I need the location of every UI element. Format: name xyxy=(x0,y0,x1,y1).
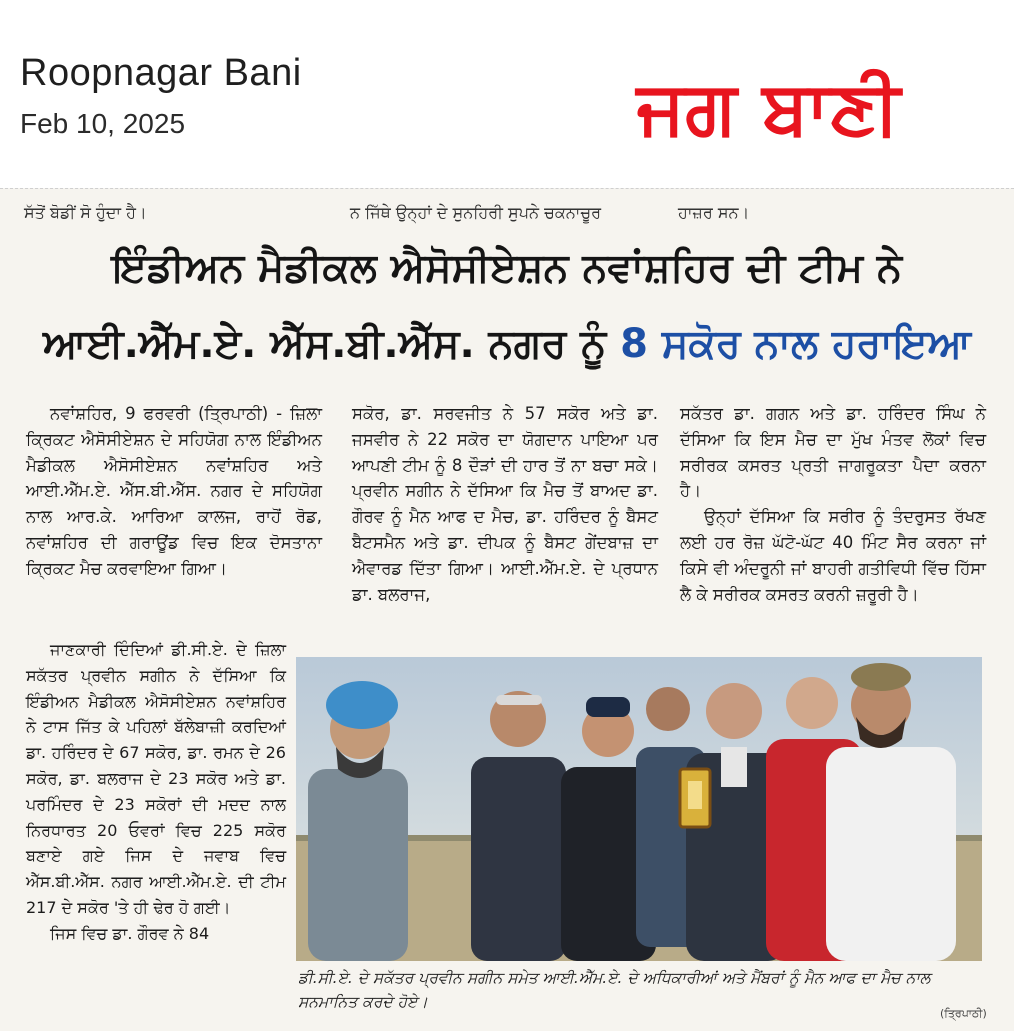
trophy-icon xyxy=(680,769,710,827)
headline-line-2-main: ਆਈ.ਐੱਮ.ਏ. ਐੱਸ.ਬੀ.ਐੱਸ. ਨਗਰ ਨੂੰ xyxy=(42,321,607,367)
article-paragraph: ਜਾਣਕਾਰੀ ਦਿੰਦਿਆਂ ਡੀ.ਸੀ.ਏ. ਦੇ ਜ਼ਿਲਾ ਸਕੱਤਰ ਪ੍ਰਵੀਨ ਸਗੀਨ ਨੇ ਦੱਸਿਆ ਕਿ ਇੰਡੀਅਨ ਮੈਡੀਕਲ ਐਸੋਸੀਏਸ਼ਨ ਨਵਾਂਸ਼ਹਿਰ ਨੇ ਟਾਸ ਜਿੱਤ ਕੇ ਪਹਿਲਾਂ ਬੱਲੇਬਾਜ਼ੀ ਕਰਦਿਆਂ ਡਾ. ਹਰਿੰਦਰ ਦੇ 67 ਸਕੋਰ, ਡਾ. ਰਮਨ ਦੇ 26 ਸਕੋਰ, ਡਾ. ਬਲਰਾਜ ਦੇ 23 ਸਕੋਰ ਅਤੇ ਡਾ. ਪਰਮਿੰਦਰ ਦੇ 23 ਸਕੋਰਾਂ ਦੀ ਮਦਦ ਨਾਲ ਨਿਰਧਾਰਤ 20 ਓਵਰਾਂ ਵਿਚ 225 ਸਕੋਰ ਬਣਾਏ ਗਏ ਜਿਸ ਦੇ ਜਵਾਬ ਵਿਚ ਐੱਸ.ਬੀ.ਐੱਸ. ਨਗਰ ਆਈ.ਐੱਮ.ਏ. ਦੀ ਟੀਮ 217 ਦੇ ਸਕੋਰ 'ਤੇ ਹੀ ਢੇਰ ਹੋ ਗਈ। xyxy=(26,640,286,917)
snippet-right: ਹਾਜ਼ਰ ਸਨ। xyxy=(678,203,750,222)
article-paragraph: ਉਨ੍ਹਾਂ ਦੱਸਿਆ ਕਿ ਸਰੀਰ ਨੂੰ ਤੰਦਰੁਸਤ ਰੱਖਣ ਲਈ ਹਰ ਰੋਜ਼ ਘੱਟੋ-ਘੱਟ 40 ਮਿੰਟ ਸੈਰ ਕਰਨਾ ਜਾਂ ਕਿਸੇ ਵੀ ਅੰਦਰੂਨੀ ਜਾਂ ਬਾਹਰੀ ਗਤੀਵਿਧੀ ਵਿੱਚ ਹਿੱਸਾ ਲੈ ਕੇ ਸਰੀਰਕ ਕਸਰਤ ਕਰਨੀ ਜ਼ਰੂਰੀ ਹੈ। xyxy=(680,507,986,604)
article-paragraph: ਸਕੋਰ, ਡਾ. ਸਰਵਜੀਤ ਨੇ 57 ਸਕੋਰ ਅਤੇ ਡਾ. ਜਸਵੀਰ ਨੇ 22 ਸਕੋਰ ਦਾ ਯੋਗਦਾਨ ਪਾਇਆ ਪਰ ਆਪਣੀ ਟੀਮ ਨੂੰ 8 ਦੌੜਾਂ ਦੀ ਹਾਰ ਤੋਂ ਨਾ ਬਚਾ ਸਕੇ। ਪ੍ਰਵੀਨ ਸਗੀਨ ਨੇ ਦੱਸਿਆ ਕਿ ਮੈਚ ਤੋਂ ਬਾਅਦ ਡਾ. ਗੌਰਵ ਨੂੰ ਮੈਨ ਆਫ ਦ ਮੈਚ, ਡਾ. ਹਰਿੰਦਰ ਨੂੰ ਬੈਸਟ ਬੈਟਸਮੈਨ ਅਤੇ ਡਾ. ਦੀਪਕ ਨੂੰ ਬੈਸਟ ਗੇਂਦਬਾਜ਼ ਦਾ ਐਵਾਰਡ ਦਿੱਤਾ ਗਿਆ। ਆਈ.ਐੱਮ.ਏ. ਦੇ ਪ੍ਰਧਾਨ ਡਾ. ਬਲਰਾਜ, xyxy=(352,404,658,604)
snippet-left: ਸੱਤੋਂ ਬੋਡੀਂ ਸੋ ਹੁੰਦਾ ਹੈ। xyxy=(24,203,147,222)
headline-line-2-highlight: 8 ਸਕੋਰ ਨਾਲ ਹਰਾਇਆ xyxy=(620,321,972,367)
article-column-3 xyxy=(680,401,986,607)
article-column-2 xyxy=(352,401,658,607)
newspaper-clipping[interactable] xyxy=(0,188,1014,1031)
headline-line-1: ਇੰਡੀਅਨ ਮੈਡੀਕਲ ਐਸੋਸੀਏਸ਼ਨ ਨਵਾਂਸ਼ਹਿਰ ਦੀ ਟੀਮ ਨੇ xyxy=(111,245,903,291)
photo-caption: ਡੀ.ਸੀ.ਏ. ਦੇ ਸਕੱਤਰ ਪ੍ਰਵੀਨ ਸਗੀਨ ਸਮੇਤ ਆਈ.ਐੱਮ.ਏ. ਦੇ ਅਧਿਕਾਰੀਆਂ ਅਤੇ ਮੈਂਬਰਾਂ ਨੂੰ ਮੈਨ ਆਫ ਦਾ ਮੈਚ ਨਾਲ ਸਨਮਾਨਿਤ ਕਰਦੇ ਹੋਏ। xyxy=(298,969,931,1011)
article-paragraph: ਜਿਸ ਵਿਚ ਡਾ. ਗੌਰਵ ਨੇ 84 xyxy=(50,923,210,943)
snippet-middle: ਨ ਜਿੱਥੇ ਉਨ੍ਹਾਂ ਦੇ ਸੁਨਹਿਰੀ ਸੁਪਨੇ ਚਕਨਾਚੂਰ xyxy=(350,203,602,222)
photo-credit: (ਤ੍ਰਿਪਾਠੀ) xyxy=(940,1007,987,1020)
headline-line-2 xyxy=(24,317,990,371)
article-column-1-top xyxy=(26,401,322,582)
article-column-1-bottom xyxy=(26,637,286,947)
newspaper-logo: ਜਗ ਬਾਣੀ xyxy=(636,65,901,151)
news-photo xyxy=(296,657,982,961)
publish-date: Feb 10, 2025 xyxy=(20,108,186,139)
photo-illustration xyxy=(296,657,982,961)
app-header xyxy=(0,0,1014,188)
article-paragraph: ਨਵਾਂਸ਼ਹਿਰ, 9 ਫਰਵਰੀ (ਤ੍ਰਿਪਾਠੀ) - ਜ਼ਿਲਾ ਕ੍ਰਿਕਟ ਐਸੋਸੀਏਸ਼ਨ ਦੇ ਸਹਿਯੋਗ ਨਾਲ ਇੰਡੀਅਨ ਮੈਡੀਕਲ ਐਸੋਸੀਏਸ਼ਨ ਨਵਾਂਸ਼ਹਿਰ ਅਤੇ ਆਈ.ਐੱਮ.ਏ. ਐੱਸ.ਬੀ.ਐੱਸ. ਨਗਰ ਦੇ ਸਹਿਯੋਗ ਨਾਲ ਆਰ.ਕੇ. ਆਰਿਆ ਕਾਲਜ, ਰਾਹੋਂ ਰੋਡ, ਨਵਾਂਸ਼ਹਿਰ ਦੀ ਗਰਾਊਂਡ ਵਿਚ ਇਕ ਦੋਸਤਾਨਾ ਕ੍ਰਿਕਟ ਮੈਚ ਕਰਵਾਇਆ ਗਿਆ। xyxy=(26,404,322,578)
article-paragraph: ਸਕੱਤਰ ਡਾ. ਗਗਨ ਅਤੇ ਡਾ. ਹਰਿੰਦਰ ਸਿੰਘ ਨੇ ਦੱਸਿਆ ਕਿ ਇਸ ਮੈਚ ਦਾ ਮੁੱਖ ਮੰਤਵ ਲੋਕਾਂ ਵਿਚ ਸਰੀਰਕ ਕਸਰਤ ਪ੍ਰਤੀ ਜਾਗਰੂਕਤਾ ਪੈਦਾ ਕਰਨਾ ਹੈ। xyxy=(680,404,986,501)
source-name[interactable]: Roopnagar Bani xyxy=(20,52,302,94)
